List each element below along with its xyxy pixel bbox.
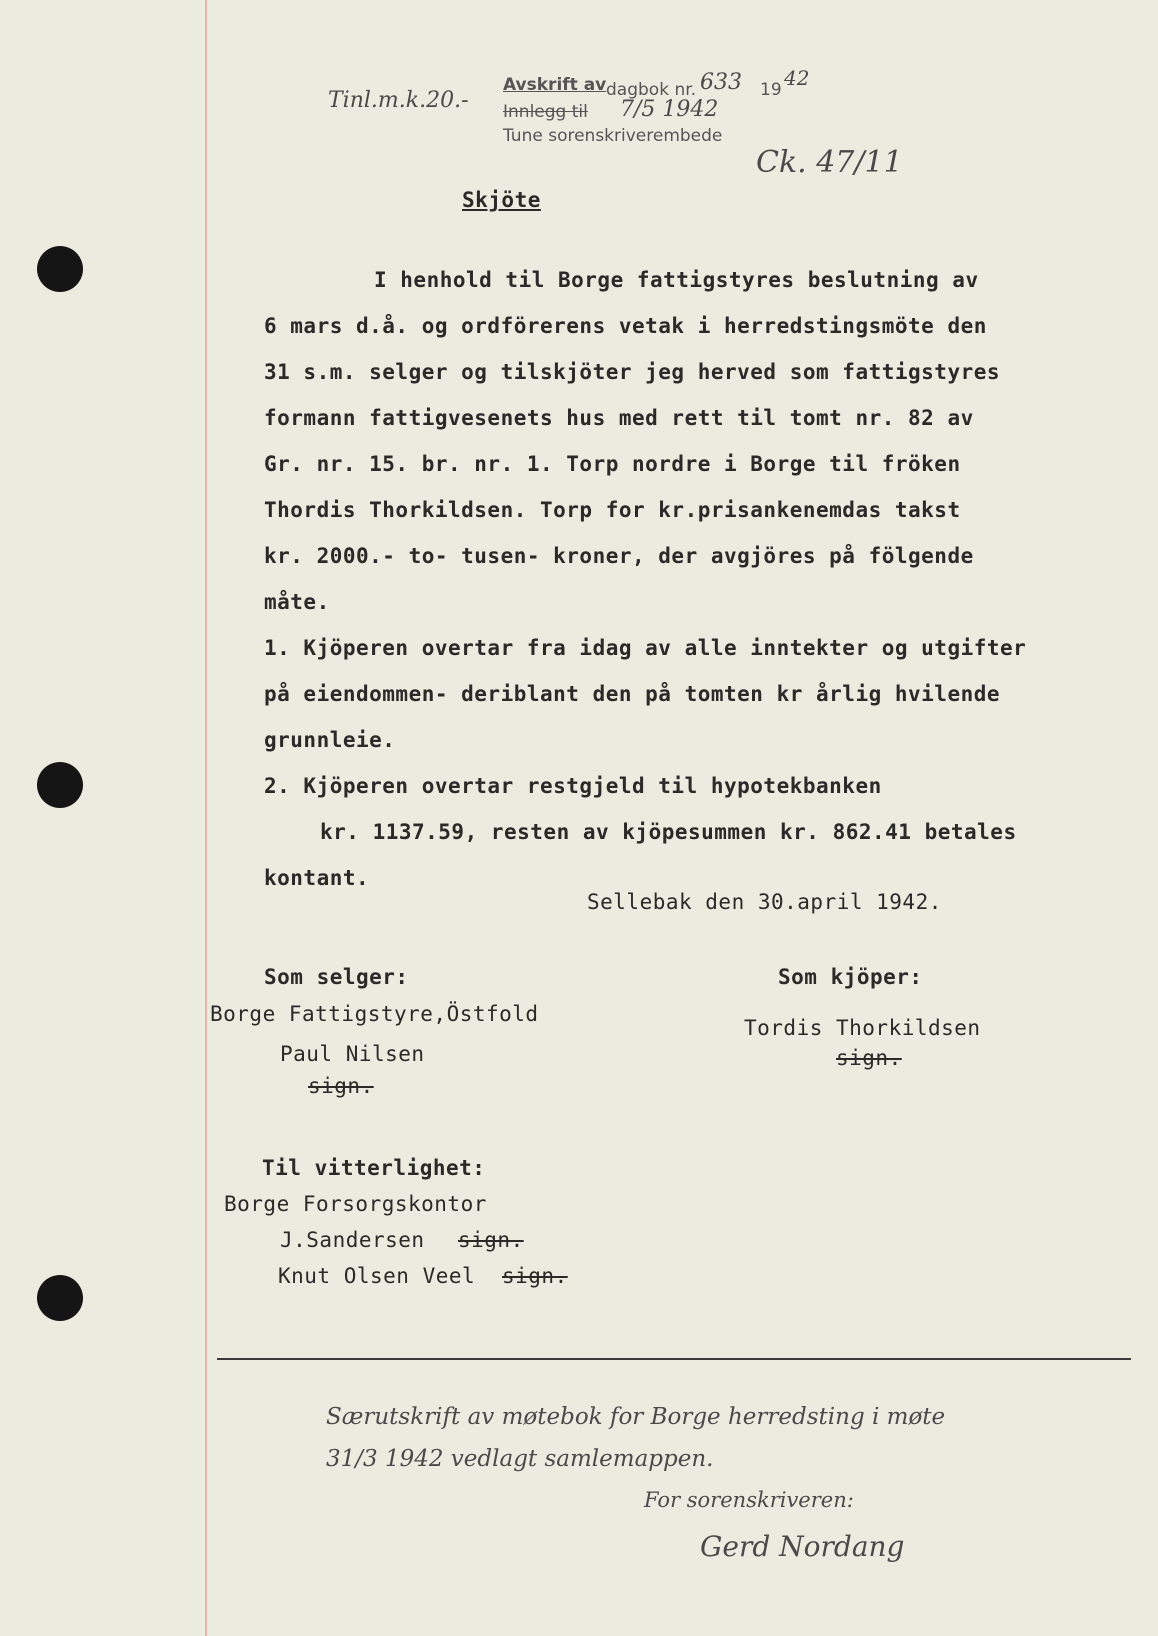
body-line: kr. 1137.59, resten av kjöpesummen kr. 862.41 betales — [320, 820, 1017, 844]
footnote-line: For sorenskriveren: — [644, 1488, 854, 1512]
witness-name-1: J.Sandersen — [280, 1228, 425, 1252]
body-line: grunnleie. — [264, 728, 396, 752]
handwritten-reference: Tinl.m.k.20.- — [328, 88, 469, 113]
footnote-line: 31/3 1942 vedlagt samlemappen. — [326, 1446, 714, 1472]
witness-sign-1: sign. — [458, 1228, 524, 1252]
stamp-office: Tune sorenskriverembede — [503, 126, 723, 146]
margin-line — [205, 0, 207, 1636]
witness-sign-2: sign. — [502, 1264, 568, 1288]
body-line: på eiendommen- deriblant den på tomten kr årlig hvilende — [264, 682, 1001, 706]
buyer-heading: Som kjöper: — [778, 965, 923, 989]
body-line: kontant. — [264, 866, 370, 890]
body-line: måte. — [264, 590, 330, 614]
body-line: 31 s.m. selger og tilskjöter jeg herved som fattigstyres — [264, 360, 1001, 384]
body-line: Gr. nr. 15. br. nr. 1. Torp nordre i Borge til fröken — [264, 452, 961, 476]
body-line: Thordis Thorkildsen. Torp for kr.prisankenemdas takst — [264, 498, 961, 522]
witness-org: Borge Forsorgskontor — [224, 1192, 487, 1216]
buyer-sign: sign. — [836, 1046, 902, 1070]
punch-hole — [37, 1275, 83, 1321]
handwritten-date: 7/5 1942 — [620, 97, 719, 122]
body-line: 6 mars d.å. og ordförerens vetak i herredstingsmöte den — [264, 314, 987, 338]
handwritten-case-number: Ck. 47/11 — [756, 145, 903, 180]
seller-org: Borge Fattigstyre,Östfold — [210, 1002, 539, 1026]
buyer-name: Tordis Thorkildsen — [744, 1016, 981, 1040]
dagbok-number: 633 — [700, 70, 742, 95]
body-line: I henhold til Borge fattigstyres beslutning av — [374, 268, 979, 292]
witness-heading: Til vitterlighet: — [262, 1156, 486, 1180]
footnote-line: Særutskrift av møtebok for Borge herredsting i møte — [326, 1404, 946, 1430]
stamp-label: Avskrift av — [503, 75, 607, 95]
document-title: Skjöte — [462, 188, 541, 212]
punch-hole — [37, 762, 83, 808]
seller-sign: sign. — [308, 1074, 374, 1098]
body-line: formann fattigvesenets hus med rett til tomt nr. 82 av — [264, 406, 974, 430]
stamp-innlegg: Innlegg til — [503, 102, 588, 122]
witness-name-2: Knut Olsen Veel — [278, 1264, 476, 1288]
seller-name: Paul Nilsen — [280, 1042, 425, 1066]
handwritten-signature: Gerd Nordang — [700, 1530, 905, 1563]
body-line: 2. Kjöperen overtar restgjeld til hypotekbanken — [264, 774, 882, 798]
divider-line — [217, 1358, 1131, 1360]
stamp-dagbok-label: dagbok nr. — [606, 80, 697, 100]
seller-heading: Som selger: — [264, 965, 409, 989]
stamp-year-prefix: 19 — [760, 80, 782, 100]
body-line: 1. Kjöperen overtar fra idag av alle inntekter og utgifter — [264, 636, 1027, 660]
year-suffix: 42 — [784, 66, 810, 90]
body-line: kr. 2000.- to- tusen- kroner, der avgjöres på fölgende — [264, 544, 974, 568]
place-date: Sellebak den 30.april 1942. — [587, 890, 942, 914]
punch-hole — [37, 246, 83, 292]
